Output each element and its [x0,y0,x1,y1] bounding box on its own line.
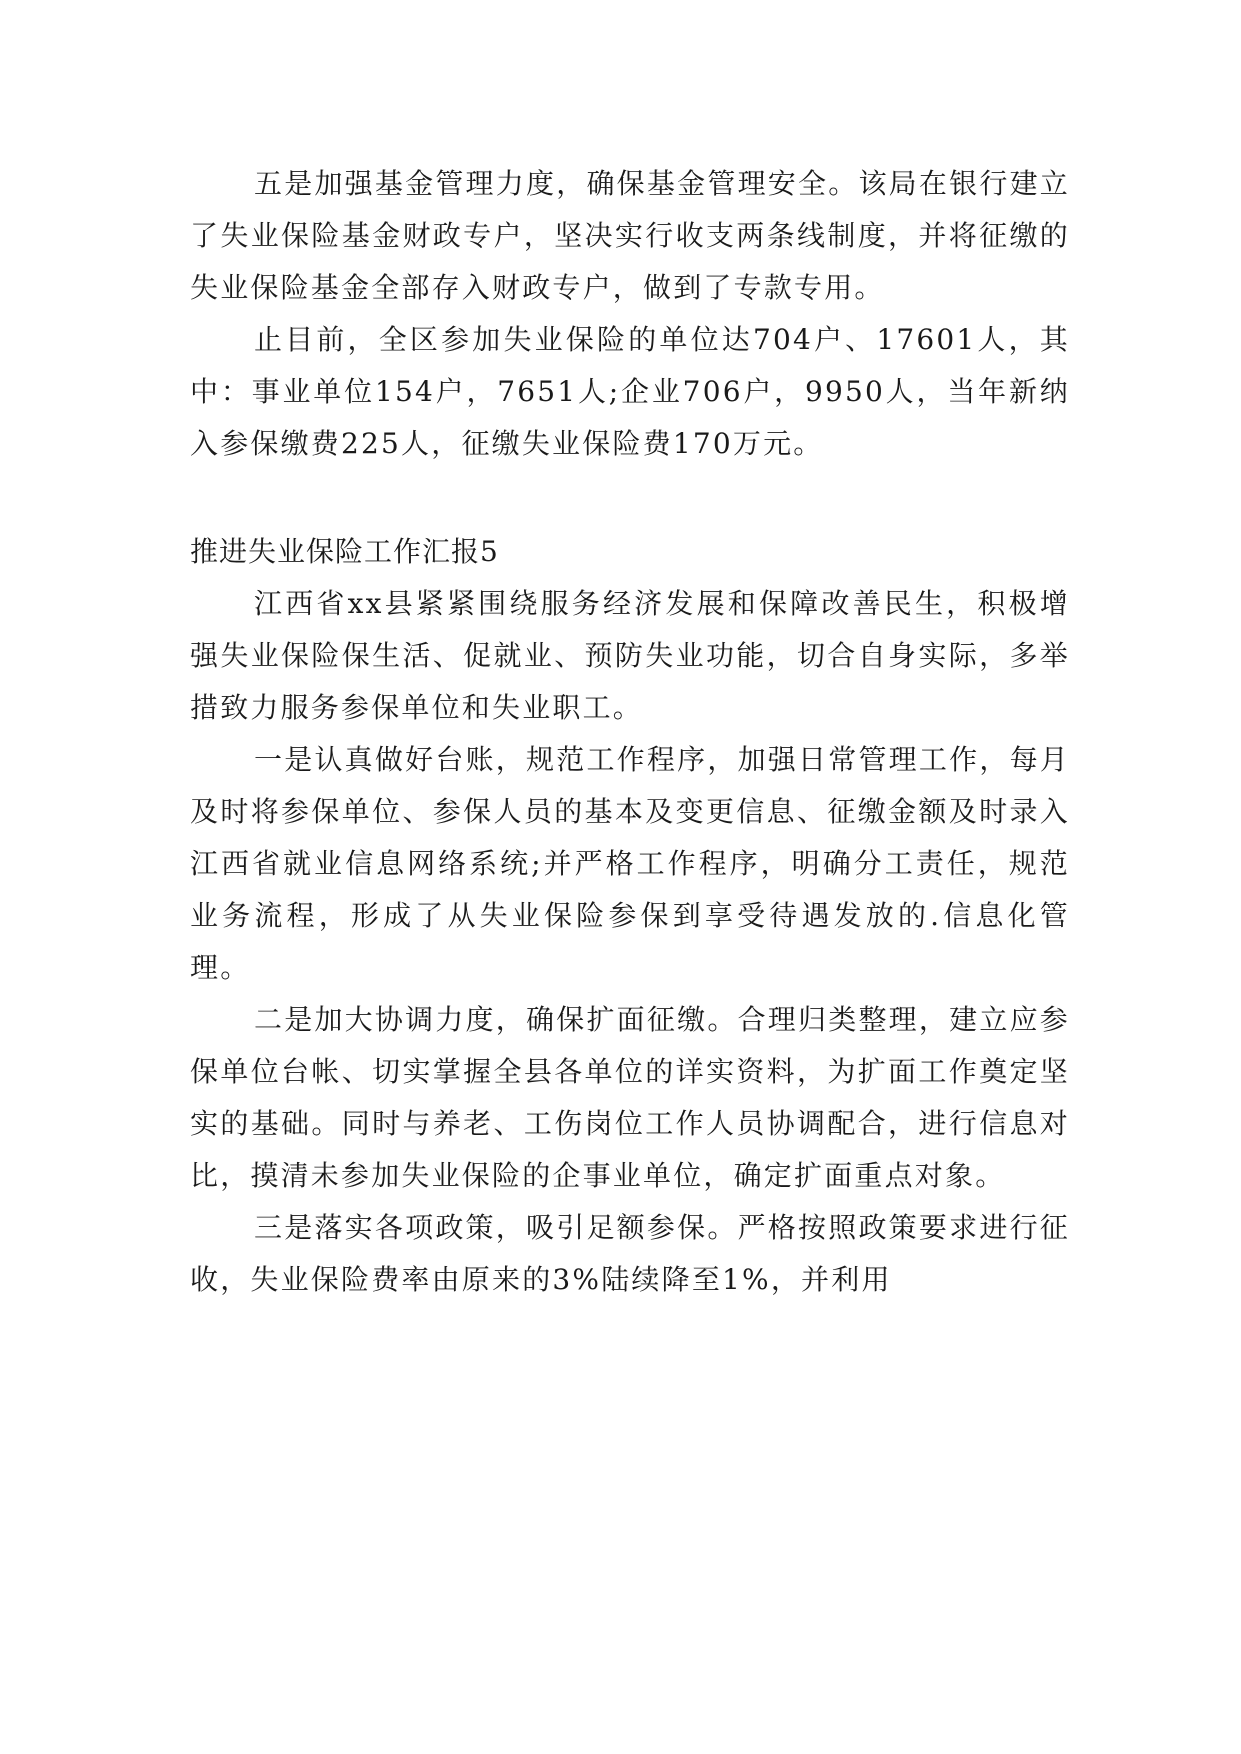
section-spacer [190,470,1070,526]
paragraph-fund-management: 五是加强基金管理力度，确保基金管理安全。该局在银行建立了失业保险基金财政专户，坚决实行收支两条线制度，并将征缴的失业保险基金全部存入财政专户，做到了专款专用。 [190,167,1070,304]
paragraph-point-three: 三是落实各项政策，吸引足额参保。严格按照政策要求进行征收，失业保险费率由原来的3%陆续降至1%，并利用 [190,1211,1070,1296]
paragraph-intro: 江西省xx县紧紧围绕服务经济发展和保障改善民生，积极增强失业保险保生活、促就业、预防失业功能，切合自身实际，多举措致力服务参保单位和失业职工。 [190,587,1070,724]
section-heading: 推进失业保险工作汇报5 [190,535,499,568]
paragraph-point-one: 一是认真做好台账，规范工作程序，加强日常管理工作，每月及时将参保单位、参保人员的基本及变更信息、征缴金额及时录入江西省就业信息网络系统;并严格工作程序，明确分工责任，规范业务流程，形成了从失业保险参保到享受待遇发放的.信息化管理。 [190,743,1070,984]
paragraph-enrollment-stats: 止目前，全区参加失业保险的单位达704户、17601人，其中：事业单位154户，7651人;企业706户，9950人，当年新纳入参保缴费225人，征缴失业保险费170万元。 [190,323,1070,460]
paragraph-point-two: 二是加大协调力度，确保扩面征缴。合理归类整理，建立应参保单位台帐、切实掌握全县各单位的详实资料，为扩面工作奠定坚实的基础。同时与养老、工伤岗位工作人员协调配合，进行信息对比，摸清未参加失业保险的企事业单位，确定扩面重点对象。 [190,1003,1070,1192]
document-body [190,158,1070,1306]
